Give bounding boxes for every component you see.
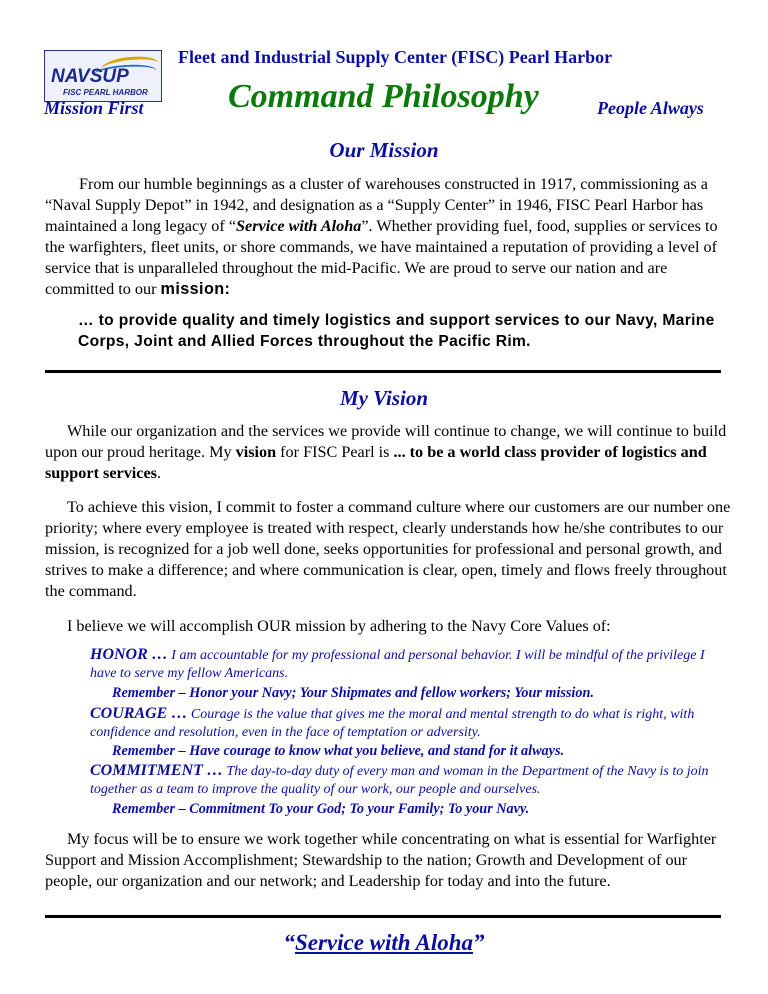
mission-label: mission: [160, 279, 231, 298]
vision-text-c: . [156, 463, 161, 482]
navsup-logo [44, 50, 162, 102]
core-value-honor [90, 646, 730, 684]
core-value-honor-remember: Remember – Honor your Navy; Your Shipmates and fellow workers; Your mission. [112, 685, 594, 701]
vision-paragraph-1 [45, 421, 733, 484]
org-title: Fleet and Industrial Supply Center (FISC) Pearl Harbor [178, 47, 613, 67]
footer-slogan-text: Service with Aloha [294, 930, 474, 955]
core-value-text: The day-to-day duty of every man and woman in the Department of the Navy is to join together as a team to improve the quality of our work, our people and ourselves. [90, 764, 709, 798]
mission-text-b: ”. Whether providing fuel, food, supplies or services to the warfighters, fleet units, or shore commands, we have maintained a reputation of providing a level of service that is unparalleled throughout the mid-Pacific. We are proud to serve our nation and are committed to our [45, 216, 718, 298]
footer-open-quote: “ [283, 930, 295, 955]
core-value-name: COURAGE … [90, 705, 188, 722]
core-value-text: I am accountable for my professional and personal behavior. I will be mindful of the privilege I have to serve my fellow Americans. [90, 648, 705, 682]
core-value-commitment [90, 762, 730, 800]
vision-statement: ... to be a world class provider of logistics and support services [45, 442, 707, 482]
logo-subtitle: FISC PEARL HARBOR [63, 88, 148, 97]
vision-text-a: While our organization and the services we provide will continue to change, we will continue to build upon our proud heritage. My [45, 422, 727, 461]
vision-paragraph-2: To achieve this vision, I commit to foster a command culture where our customers are our number one priority; where every employee is treated with respect, clearly understands how he/she contributes to our mission, is recognized for a job well done, seeks opportunities for professional and personal growth, and strives to make a difference; and where communication is clear, open, timely and flows freely throughout the command. [45, 498, 731, 600]
core-value-name: COMMITMENT … [90, 762, 223, 779]
mission-text-a: From our humble beginnings as a cluster of warehouses constructed in 1917, commissioning as a “Naval Supply Depot” in 1942, and designation as a “Supply Center” in 1946, FISC Pearl Harbor has maintained a long legacy of “ [45, 175, 708, 235]
right-motto: People Always [597, 98, 704, 118]
vision-paragraph-3: I believe we will accomplish OUR mission by adhering to the Navy Core Values of: [67, 617, 611, 635]
vision-keyword: vision [235, 442, 277, 461]
vision-text-b: for FISC Pearl is [276, 442, 394, 461]
vision-heading: My Vision [339, 386, 429, 410]
mission-emphasis: Service with Aloha [236, 216, 362, 235]
mission-statement-text: … to provide quality and timely logistics and support services to our Navy, Marine Corps, Joint and Allied Forces throughout the Pacific Rim [78, 312, 715, 350]
core-value-courage-remember: Remember – Have courage to know what you believe, and stand for it always. [112, 743, 565, 759]
focus-paragraph: My focus will be to ensure we work together while concentrating on what is essential for Warfighter Support and Mission Accomplishment; Stewardship to the nation; Growth and Development of our people, our organization and our network; and Leadership for today and into the future. [45, 830, 717, 890]
page-title: Command Philosophy [228, 78, 539, 115]
mission-statement [78, 310, 728, 352]
core-value-name: HONOR … [90, 646, 168, 663]
footer-slogan [0, 930, 768, 956]
mission-heading: Our Mission [329, 138, 439, 162]
core-value-commitment-remember: Remember – Commitment To your God; To your Family; To your Navy. [112, 801, 530, 817]
footer-divider [45, 915, 721, 918]
left-motto: Mission First [44, 98, 144, 118]
core-value-courage [90, 705, 730, 743]
logo-brand: NAVSUP [51, 66, 129, 87]
core-value-text: Courage is the value that gives me the moral and mental strength to do what is right, with confidence and resolution, even in the face of temptation or adversity. [90, 707, 695, 741]
section-divider [45, 370, 721, 373]
mission-statement-end: . [526, 333, 531, 350]
mission-paragraph [45, 174, 733, 299]
footer-close-quote: ” [473, 930, 485, 955]
